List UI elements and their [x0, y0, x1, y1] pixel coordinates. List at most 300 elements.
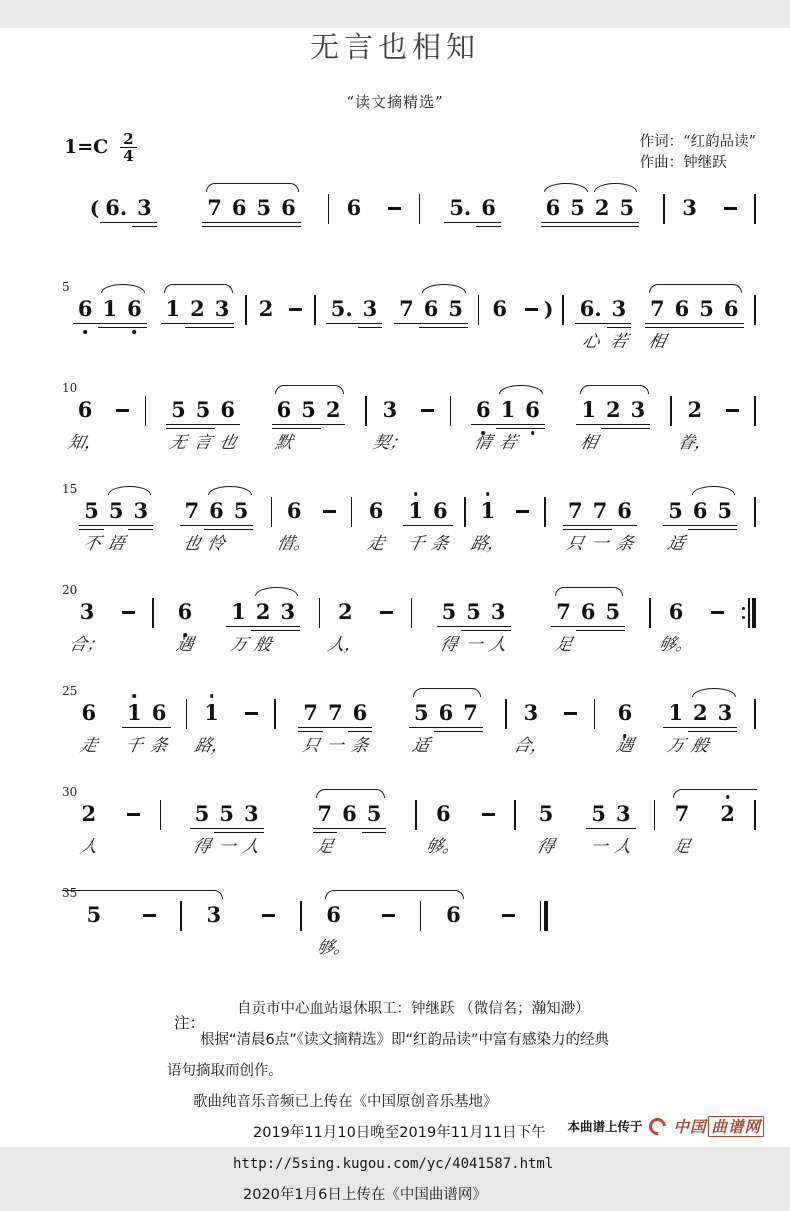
note-digit: 2: [190, 296, 205, 321]
slur: [499, 385, 543, 394]
dash-line: [245, 712, 258, 715]
beam-line: [576, 626, 601, 627]
beam-line: [486, 630, 511, 631]
note-digit: 5: [233, 498, 249, 523]
beam-line: [586, 828, 611, 829]
beam-group: [226, 599, 300, 655]
note-digit: 1: [500, 397, 516, 422]
lyric-syllable: 言: [192, 433, 214, 453]
note: [326, 599, 365, 655]
half-note-dash: [559, 701, 582, 715]
note: [348, 700, 373, 756]
lyric-syllable: 也: [181, 534, 203, 554]
note-digit: 6: [177, 599, 193, 624]
beam-line: [98, 323, 123, 324]
barline-thin: [540, 901, 542, 931]
dash-line: [380, 611, 393, 614]
beam-line: [575, 323, 607, 324]
note: [180, 498, 205, 554]
note: [434, 701, 459, 725]
key-time-signature: [64, 132, 137, 163]
lyric-syllable: 一: [215, 837, 238, 857]
note: [202, 196, 227, 220]
beam-group: [111, 398, 134, 412]
beam-group: [511, 499, 534, 513]
slur: [594, 183, 638, 192]
beam-line: [670, 323, 695, 324]
beam-group: [477, 802, 500, 816]
half-note-dash: [416, 398, 439, 412]
note: [191, 397, 216, 453]
note: [67, 599, 107, 655]
note: [612, 498, 637, 554]
note-digit: 5: [466, 599, 481, 624]
beam-line: [443, 327, 468, 328]
note: [161, 297, 186, 321]
note: [166, 397, 191, 453]
beam-line: [663, 727, 688, 728]
measure: [62, 498, 271, 554]
measure: [62, 801, 160, 857]
half-note-dash: [383, 196, 406, 210]
note-digit: 6: [475, 397, 491, 422]
note-digit: 5: [195, 397, 211, 422]
measure: [546, 498, 755, 554]
note-digit: 5: [570, 195, 585, 220]
beam-group: [444, 196, 501, 220]
measure: [62, 599, 152, 655]
note: [565, 196, 590, 220]
measure: [412, 599, 649, 655]
repeat-dot: [742, 607, 745, 610]
lyric-syllable: 得: [191, 837, 213, 857]
lyric-syllable: 契；: [370, 433, 410, 453]
note: [688, 499, 713, 523]
note-digit: 1: [204, 700, 219, 725]
beam-line: [443, 323, 468, 324]
note: [147, 700, 172, 756]
slur: [580, 385, 648, 394]
note: [76, 700, 101, 756]
measure-row: [62, 599, 756, 655]
beam-line: [214, 828, 239, 829]
beam-line: [688, 529, 713, 530]
dash-line: [502, 914, 515, 917]
lyric-syllable: 条: [429, 534, 451, 554]
beam-line: [611, 828, 636, 829]
site-logo-icon: [646, 1114, 670, 1138]
slur: [422, 284, 466, 293]
beam-line: [551, 626, 576, 627]
note: [272, 397, 297, 453]
lyric-syllable: 万: [665, 736, 687, 756]
beam-group: [468, 498, 507, 554]
beam-line: [348, 727, 373, 728]
note: [715, 802, 740, 826]
note-digit: 6: [436, 801, 451, 826]
beam-group: [487, 297, 512, 321]
beam-group: [559, 701, 582, 715]
beam-line: [128, 529, 153, 530]
note-digit: 5: [108, 498, 124, 523]
note: [563, 498, 588, 554]
footnote-line: 2019年11月10日晚至2019年11月11日下午: [253, 1125, 546, 1141]
note-digit: 5: [219, 801, 234, 826]
lyric-syllable: 足: [552, 635, 575, 655]
dash-line: [482, 813, 495, 816]
note: [364, 498, 389, 554]
page-subtitle: “读文摘精选”: [346, 93, 444, 111]
beam-line: [128, 525, 153, 526]
barline-thick: [752, 598, 756, 628]
beam-group: [383, 196, 406, 210]
beam-line: [607, 323, 632, 324]
note-digit: 7: [463, 700, 478, 725]
beam-group: [79, 498, 153, 554]
beam-group: [416, 398, 439, 412]
beam-line: [520, 424, 545, 425]
barline: [754, 699, 756, 729]
beam-line: [607, 327, 632, 328]
note: [98, 297, 123, 321]
beam-group: [173, 599, 198, 655]
slur: [255, 587, 299, 596]
note-digit: 1: [231, 599, 246, 624]
lyric-syllable: 足: [314, 837, 336, 857]
beam-line: [190, 828, 215, 829]
note-digit: 5: [84, 498, 99, 523]
lyric-syllable: 一: [589, 534, 611, 554]
beam-line: [204, 529, 229, 530]
barline: [754, 497, 756, 527]
lyric-syllable: 足: [671, 837, 693, 857]
footnote-line: 语句摘取而创作。: [167, 1063, 283, 1079]
lyric-syllable: 默: [273, 433, 295, 453]
credits: [640, 132, 756, 174]
lyric-syllable: 得: [438, 635, 460, 655]
note-digit: 5: [301, 397, 316, 422]
note-digit: 6: [481, 195, 496, 220]
barline: [754, 800, 756, 830]
note-digit: 6.: [105, 195, 128, 220]
half-note-dash: [706, 600, 729, 614]
beam-line: [252, 222, 277, 223]
time-signature-numerator: 2: [120, 132, 136, 148]
note: [227, 196, 252, 220]
beam-group: [670, 801, 695, 857]
note: [645, 296, 670, 352]
note-digit: 6: [220, 397, 235, 422]
note: [419, 297, 444, 321]
half-note-dash: [138, 903, 161, 917]
note-digit: 6: [276, 397, 292, 422]
measure-number: 25: [62, 684, 78, 698]
beam-group: [82, 903, 107, 927]
beam-line: [694, 323, 719, 324]
beam-line: [239, 828, 264, 829]
note: [276, 196, 301, 220]
beam-line: [358, 323, 383, 324]
dash-line: [421, 409, 434, 412]
lyric-syllable: 只: [300, 736, 322, 756]
note: [441, 903, 466, 927]
beam-group: [437, 599, 511, 655]
lyric-syllable: 够。: [314, 938, 353, 958]
beam-line: [185, 323, 210, 324]
half-note-dash: [497, 903, 520, 917]
note: [663, 700, 688, 756]
beam-group: [166, 397, 240, 453]
note-digit: 6: [342, 801, 357, 826]
note: [326, 297, 358, 321]
beam-line: [252, 226, 277, 227]
beam-group: [586, 801, 635, 857]
note: [370, 397, 410, 453]
beam-line: [276, 630, 301, 631]
note: [613, 700, 638, 756]
note-digit: 3: [630, 397, 646, 422]
lyric-syllable: 也: [217, 433, 239, 453]
score-line: [62, 685, 756, 786]
beam-line: [444, 222, 476, 223]
note-digit: 1: [127, 700, 142, 725]
note: [541, 196, 566, 220]
beam-line: [601, 424, 626, 425]
note: [461, 599, 486, 655]
beam-group: [719, 196, 742, 210]
note-digit: 3: [214, 296, 230, 321]
measure-number: 5: [62, 280, 70, 294]
beam-group: [201, 903, 226, 927]
beam-line: [202, 226, 227, 227]
footnote-line: 2020年1月6日上传在《中国曲谱网》: [243, 1187, 487, 1203]
note: [511, 700, 551, 756]
beam-line: [476, 222, 501, 223]
beam-line: [565, 226, 590, 227]
lyric-syllable: 千: [123, 736, 146, 756]
beam-line: [713, 525, 738, 526]
beam-line: [394, 323, 419, 324]
note: [82, 903, 107, 927]
note: [76, 801, 101, 857]
dash-line: [262, 914, 275, 917]
note-digit: 3: [523, 700, 539, 725]
octave-dot-below: [531, 431, 535, 435]
beam-line: [645, 327, 670, 328]
beam-group: [117, 600, 140, 614]
note-digit: 2: [337, 599, 353, 624]
note-digit: 6: [77, 397, 93, 422]
half-note-dash: [111, 398, 134, 412]
barline: [754, 194, 756, 224]
dash-line: [122, 611, 135, 614]
note: [122, 700, 147, 756]
note-digit: 6: [446, 902, 461, 927]
repeat-dot: [742, 616, 745, 619]
final-barline: [540, 901, 548, 931]
beam-line: [713, 529, 738, 530]
octave-dot-below: [83, 330, 87, 334]
half-note-dash: [240, 701, 263, 715]
note: [534, 801, 559, 857]
beam-group: [575, 296, 632, 352]
lyric-syllable: 走: [78, 736, 100, 756]
note-digit: 6: [209, 498, 224, 523]
note-digit: 6: [326, 902, 341, 927]
dash-line: [116, 409, 129, 412]
beam-line: [362, 828, 387, 829]
footnote-label: 注：: [174, 1014, 206, 1032]
beam-line: [476, 226, 501, 227]
beam-line: [132, 226, 157, 227]
beam-line: [434, 727, 459, 728]
measure-number: 30: [62, 785, 78, 799]
note: [275, 498, 314, 554]
note: [229, 499, 254, 523]
note: [588, 498, 613, 554]
measure: [320, 599, 410, 655]
beam-line: [541, 226, 566, 227]
beam-line: [486, 626, 511, 627]
measure-number: 10: [62, 381, 78, 395]
note: [670, 297, 695, 321]
beam-group: [541, 196, 640, 220]
lyric-syllable: 一: [324, 736, 346, 756]
note: [675, 397, 714, 453]
measure: [154, 599, 319, 655]
lyric-syllable: 般: [689, 736, 711, 756]
note-digit: 6: [281, 195, 296, 220]
time-signature-denominator: 4: [123, 147, 134, 165]
beam-line: [227, 222, 252, 223]
beam-line: [276, 626, 301, 627]
footnote-line: 自贡市中心血站退休职工：钟继跃 （微信名；瀚知渺）: [237, 1001, 590, 1017]
beam-line: [161, 323, 186, 324]
note-digit: 3: [79, 599, 95, 624]
footnote-lines: [0, 994, 790, 1211]
barline: [754, 295, 756, 325]
beam-group: [656, 599, 696, 655]
note: [486, 599, 511, 655]
measure-row: [62, 196, 756, 224]
beam-line: [458, 731, 483, 732]
half-note-dash: [477, 802, 500, 816]
note-digit: 6: [723, 296, 739, 321]
note-digit: 5: [194, 801, 210, 826]
beam-group: [180, 498, 254, 554]
lyric-syllable: 知，: [65, 433, 105, 453]
beam-line: [296, 424, 321, 425]
note-digit: 6: [617, 498, 632, 523]
slur: [325, 890, 464, 899]
beam-line: [645, 323, 670, 324]
measure: [420, 196, 663, 220]
lyric-syllable: 条: [613, 534, 636, 554]
beam-line: [147, 727, 172, 728]
note-digit: 5: [591, 801, 606, 826]
beam-line: [321, 424, 346, 425]
note: [298, 700, 323, 756]
dash-line: [525, 308, 538, 311]
lyric-syllable: 无: [167, 433, 190, 453]
note: [314, 902, 353, 958]
beam-line: [403, 525, 428, 526]
slur: [316, 789, 384, 798]
measure: [62, 196, 328, 220]
beam-line: [166, 428, 191, 429]
note: [65, 397, 105, 453]
beam-line: [358, 327, 383, 328]
parenthesis: ): [543, 297, 554, 321]
beam-line: [276, 222, 301, 223]
lyric-syllable: 情: [472, 433, 494, 453]
beam-group: [73, 297, 147, 321]
note: [607, 296, 632, 352]
measure: [421, 903, 539, 927]
lyric-syllable: 适: [410, 736, 432, 756]
note: [694, 297, 719, 321]
beam-line: [362, 832, 387, 833]
dash-line: [711, 611, 724, 614]
beam-group: [715, 802, 740, 826]
lyric-syllable: 条: [148, 736, 170, 756]
note: [656, 599, 696, 655]
measure: [564, 296, 755, 352]
note: [663, 498, 688, 554]
note-digit: 3: [206, 902, 222, 927]
beam-line: [122, 327, 147, 328]
beam-group: [534, 801, 559, 857]
note: [342, 196, 367, 220]
note-digit: 6: [286, 498, 302, 523]
note-digit: 7: [674, 801, 690, 826]
note-digit: 1: [480, 498, 496, 523]
beam-line: [122, 727, 147, 728]
note: [192, 700, 231, 756]
beam-group: [89, 196, 157, 220]
beam-line: [191, 424, 216, 425]
lyric-syllable: 人: [487, 635, 509, 655]
half-note-dash: [257, 903, 280, 917]
lyric-syllable: 万: [227, 635, 250, 655]
beam-line: [409, 727, 434, 728]
note: [615, 196, 640, 220]
note-digit: 2: [693, 700, 708, 725]
footnote-line: http://5sing.kugou.com/yc/4041587.html: [233, 1156, 554, 1172]
beam-line: [132, 222, 157, 223]
measure: [479, 297, 562, 321]
slur: [673, 789, 757, 798]
note: [362, 802, 387, 826]
dash-line: [289, 308, 302, 311]
beam-line: [496, 428, 521, 429]
beam-line: [419, 327, 444, 328]
note-digit: 6: [368, 498, 384, 523]
note: [201, 903, 226, 927]
note: [204, 498, 229, 554]
lyric-syllable: 人: [240, 837, 262, 857]
beam-line: [251, 626, 276, 627]
note-digit: 5: [171, 397, 186, 422]
note-digit: 5: [717, 498, 733, 523]
note: [403, 498, 428, 554]
note-digit: 1: [102, 296, 118, 321]
note-digit: 5: [413, 700, 429, 725]
beam-line: [437, 626, 462, 627]
measure: [146, 397, 365, 453]
lyric-syllable: 语: [105, 534, 127, 554]
measure: [655, 801, 754, 857]
